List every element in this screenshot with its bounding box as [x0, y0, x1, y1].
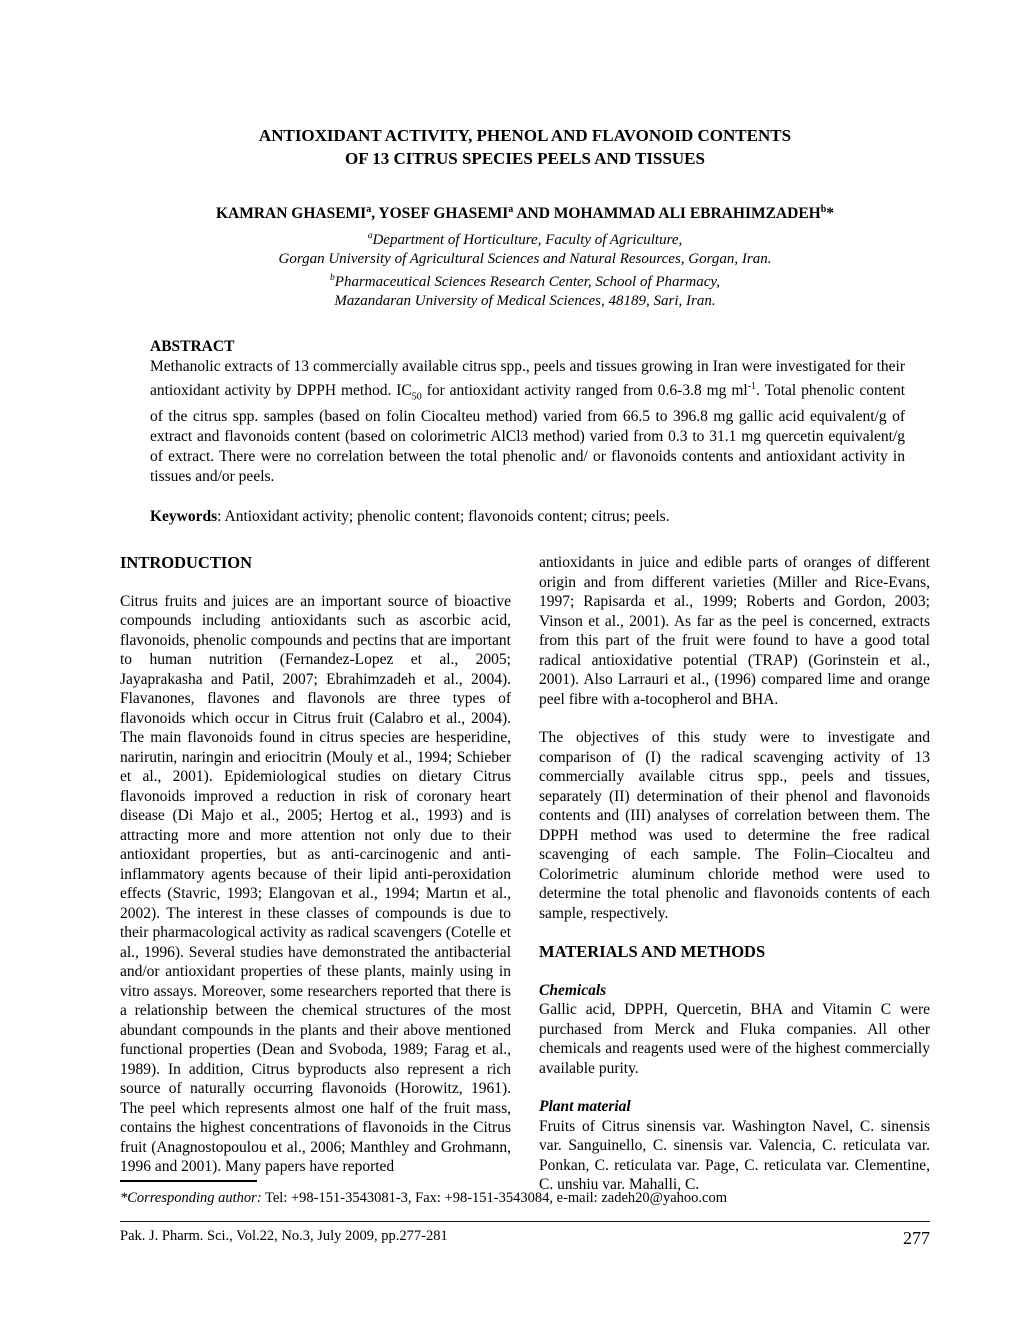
- author-3-affil-mark: b: [820, 204, 827, 215]
- author-1-affil-mark: a: [366, 204, 372, 215]
- two-column-body: [120, 553, 930, 1195]
- affiliation-mark-a: a: [367, 231, 373, 242]
- footnote-divider: [120, 1180, 257, 1182]
- author-1: KAMRAN GHASEMI: [215, 205, 367, 223]
- footnote-text: [120, 1189, 930, 1207]
- affiliation-line: [120, 227, 930, 250]
- author-separator-1: ,: [371, 205, 379, 223]
- left-column: [120, 553, 511, 1195]
- author-2: YOSEF GHASEMI: [378, 205, 509, 223]
- abstract-text-segment: for antioxidant activity ranged from 0.6-3.8 mg ml: [421, 382, 748, 400]
- affiliation-line: [120, 292, 930, 311]
- body-paragraph-antioxidants: antioxidants in juice and edible parts of oranges of different origin and from different varieties (Miller and Rice-Evans, 1997; Rapisarda et al., 1999; Roberts and Gordon, 2003; Vinson et al., 2001). As far as the peel is concerned, extracts from this part of the fruit were found to have a good total radical antioxidative potential (TRAP) (Gorinstein et al., 2001). Also Larrauri et al., (1996) compared lime and orange peel fibre with a-tocopherol and BHA.: [539, 554, 930, 708]
- paper-title-line1: ANTIOXIDANT ACTIVITY, PHENOL AND FLAVONOID CONTENTS: [258, 126, 792, 145]
- corresponding-author-star: *: [826, 205, 835, 223]
- keywords-text: : Antioxidant activity; phenolic content; flavonoids content; citrus; peels.: [217, 508, 670, 526]
- body-paragraph-objectives: The objectives of this study were to investigate and comparison of (I) the radical scavenging activity of 13 commercially available citrus spp., peels and tissues, separately (II) determination of their phenol and flavonoids contents and (III) analyses of correlation between them. The DPPH method was used to determine the free radical scavenging of each sample. The Folin–Ciocalteu and Colorimetric aluminum chloride method were used to determine the total phenolic and flavonoids contents of each sample, respectively.: [539, 729, 930, 922]
- corresponding-author-footnote: [120, 1180, 930, 1207]
- paper-title-line2: OF 13 CITRUS SPECIES PEELS AND TISSUES: [345, 149, 705, 168]
- author-2-affil-mark: a: [508, 204, 514, 215]
- abstract-text-segment: . Total phenolic content of the citrus spp. samples (based on folin Ciocalteu method) varied from 66.5 to 396.8 mg gallic acid equivalent/g of extract and flavonoids content (based on colorimetric AlCl3 method) varied from 0.3 to 31.1 mg quercetin equivalent/g of extract. There were no correlation between the total phenolic and/ or flavonoids contents and antioxidant activity in tissues and/or peels.: [150, 382, 906, 486]
- paper-title: [120, 124, 930, 170]
- materials-methods-heading: MATERIALS AND METHODS: [539, 942, 766, 962]
- affiliation-text: Mazandaran University of Medical Sciences, 48189, Sari, Iran.: [334, 293, 716, 310]
- right-column: [539, 553, 930, 1195]
- abstract-paragraph: [150, 357, 905, 487]
- keywords-label: Keywords: [150, 508, 218, 526]
- ml-exponent-superscript: -1: [747, 381, 757, 393]
- affiliation-line: [120, 269, 930, 292]
- chemicals-subheading: Chemicals: [539, 981, 607, 999]
- introduction-paragraph: Citrus fruits and juices are an important source of bioactive compounds including antioxidants such as ascorbic acid, flavonoids, phenolic compounds and pectins that are important to human nutrition (Fernandez-Lopez et al., 2005; Jayaprakasha and Patil, 2007; Ebrahimzadeh et al., 2004). Flavanones, flavones and flavonols are three types of flavonoids which occur in Citrus fruit (Calabro et al., 2004). The main flavonoids found in citrus species are hesperidine, narirutin, naringin and eriocitrin (Mouly et al., 1994; Schieber et al., 2001). Epidemiological studies on dietary Citrus flavonoids improved a reduction in risk of coronary heart disease (Di Majo et al., 2005; Hertog et al., 1993) and is attracting more and more attention not only due to their antioxidant properties, but as anti-carcinogenic and anti-inflammatory agents because of their lipid anti-peroxidation effects (Stavric, 1993; Elangovan et al., 1994; Martın et al., 2002). The interest in these classes of compounds is due to their pharmacological activity as radical scavengers (Cotelle et al., 1996). Several studies have demonstrated the antibacterial and/or antioxidant properties of these plants, mainly using in vitro assays. Moreover, some researchers reported that there is a relationship between the chemical structures of the most abundant compounds in the plants and their above mentioned functional properties (Dean and Svoboda, 1989; Farag et al., 1989). In addition, Citrus byproducts also represent a rich source of naturally occurring flavonoids (Horowitz, 1961). The peel which represents almost one half of the fruit mass, contains the highest concentrations of flavonoids in the Citrus fruit (Anagnostopoulou et al., 2006; Manthley and Grohmann, 1996 and 2001). Many papers have reported: [120, 592, 511, 1176]
- plant-material-subheading: Plant material: [539, 1098, 631, 1116]
- keywords-line: [150, 507, 905, 527]
- ic50-subscript: 50: [411, 391, 422, 403]
- page-content: [120, 0, 930, 1195]
- plant-material-paragraph: Fruits of Citrus sinensis var. Washington Navel, C. sinensis var. Sanguinello, C. sinensis var. Valencia, C. reticulata var. Ponkan, C. reticulata var. Page, C. reticulata var. Clementine, C. unshiu var. Mahalli, C.: [539, 1117, 930, 1194]
- affiliation-mark-b: b: [330, 273, 335, 284]
- affiliation-text: Gorgan University of Agricultural Sciences and Natural Resources, Gorgan, Iran.: [278, 251, 772, 268]
- introduction-heading: INTRODUCTION: [120, 553, 253, 573]
- affiliation-line: [120, 250, 930, 269]
- abstract-section: [150, 337, 905, 527]
- journal-citation: Pak. J. Pharm. Sci., Vol.22, No.3, July 2009, pp.277-281: [120, 1228, 448, 1244]
- affiliation-text: Pharmaceutical Sciences Research Center, School of Pharmacy,: [334, 274, 720, 291]
- footnote-label: *Corresponding author:: [120, 1190, 262, 1206]
- author-3: MOHAMMAD ALI EBRAHIMZADEH: [553, 205, 821, 223]
- abstract-text-segment: Methanolic extracts of 13 commercially available citrus spp., peels and tissues growing in Iran were investigated for their antioxidant activity by DPPH method. IC: [150, 358, 905, 400]
- abstract-heading: ABSTRACT: [150, 338, 235, 356]
- authors-line: [120, 200, 930, 224]
- page-number: 277: [903, 1228, 930, 1248]
- affiliations: [120, 227, 930, 311]
- chemicals-paragraph: Gallic acid, DPPH, Quercetin, BHA and Vitamin C were purchased from Merck and Fluka companies. All other chemicals and reagents used were of the highest commercially available purity.: [539, 1001, 930, 1077]
- footnote-contact-info: Tel: +98-151-3543081-3, Fax: +98-151-3543084, e-mail: zadeh20@yahoo.com: [261, 1190, 728, 1206]
- page-footer: [120, 1221, 930, 1249]
- affiliation-text: Department of Horticulture, Faculty of Agriculture,: [372, 232, 683, 249]
- author-separator-2: AND: [513, 205, 554, 223]
